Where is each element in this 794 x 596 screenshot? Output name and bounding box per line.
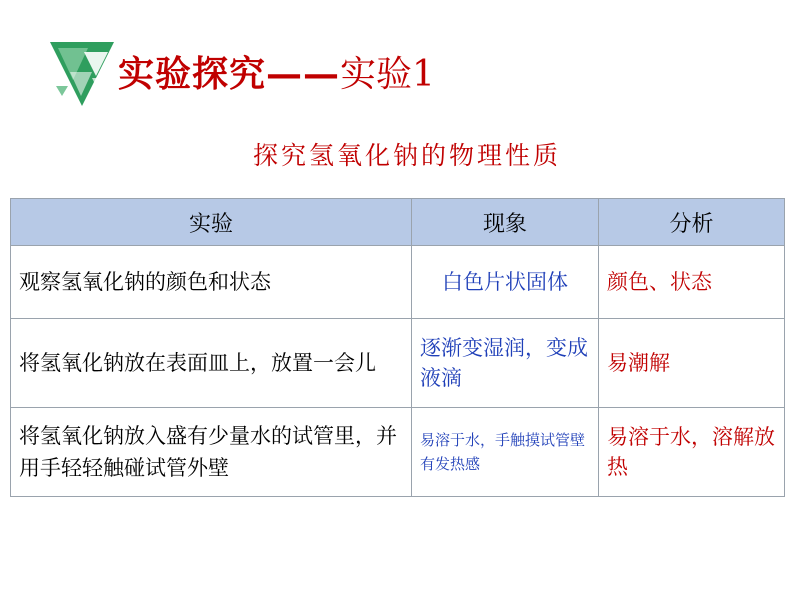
table-row bbox=[11, 408, 785, 497]
header-experiment: 实验 bbox=[11, 199, 412, 246]
phenomenon-cell: 逐渐变湿润，变成液滴 bbox=[412, 319, 599, 408]
page-title bbox=[118, 46, 435, 102]
title-main: 实验探究—— bbox=[118, 53, 341, 95]
analysis-cell: 颜色、状态 bbox=[599, 246, 785, 319]
header-phenomenon: 现象 bbox=[412, 199, 599, 246]
triangle-logo-icon bbox=[48, 38, 122, 112]
header-analysis: 分析 bbox=[599, 199, 785, 246]
table-header-row bbox=[11, 199, 785, 246]
title-suffix: 实验1 bbox=[340, 54, 435, 95]
table-row bbox=[11, 319, 785, 408]
phenomenon-cell: 易溶于水，手触摸试管壁有发热感 bbox=[412, 408, 599, 497]
experiment-cell: 将氢氧化钠放在表面皿上，放置一会儿 bbox=[11, 319, 412, 408]
analysis-cell: 易溶于水，溶解放热 bbox=[599, 408, 785, 497]
analysis-cell: 易潮解 bbox=[599, 319, 785, 408]
phenomenon-cell: 白色片状固体 bbox=[412, 246, 599, 319]
experiment-table bbox=[10, 198, 785, 497]
subtitle: 探究氢氧化钠的物理性质 bbox=[252, 141, 561, 170]
table-row bbox=[11, 246, 785, 319]
experiment-cell: 将氢氧化钠放入盛有少量水的试管里，并用手轻轻触碰试管外壁 bbox=[11, 408, 412, 497]
experiment-cell: 观察氢氧化钠的颜色和状态 bbox=[11, 246, 412, 319]
